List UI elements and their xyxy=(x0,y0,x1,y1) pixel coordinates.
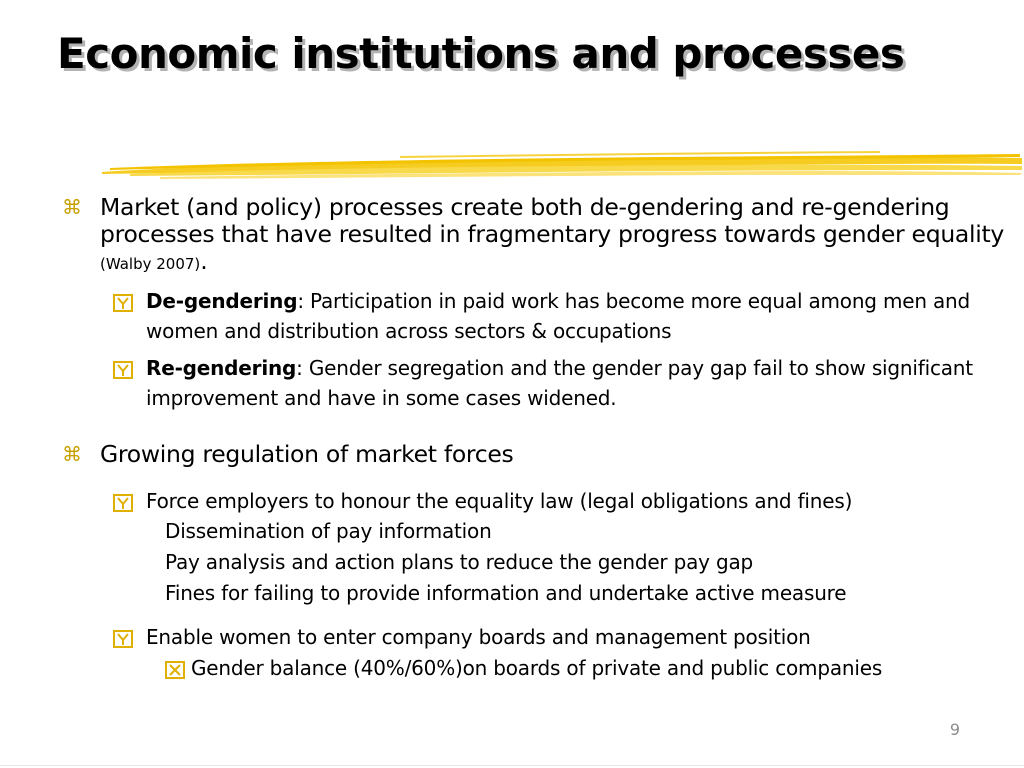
sub-bullet-text: Enable women to enter company boards and management position xyxy=(146,625,811,649)
sub-bullet-text: : Gender segregation and the gender pay gap fail to show significant improvement and have in some cases widened. xyxy=(146,356,973,410)
detail-line: Pay analysis and action plans to reduce the gender pay gap xyxy=(165,550,753,574)
page-number: 9 xyxy=(949,720,960,739)
title-underline-brushstroke xyxy=(100,150,1024,186)
sub-bullet-force-employers xyxy=(113,486,1018,516)
slide-title: Economic institutions and processes xyxy=(57,29,905,78)
term-de-gendering: De-gendering xyxy=(146,289,298,313)
detail-line: Fines for failing to provide information and undertake active measure xyxy=(165,581,847,605)
command-bullet-icon: ⌘ xyxy=(62,195,82,219)
checkbox-x-bullet-icon xyxy=(165,661,185,679)
sub-bullet-de-gendering xyxy=(113,286,1018,346)
sub-bullet-text: : Participation in paid work has become more equal among men and women and distribution across sectors & occupations xyxy=(146,289,971,343)
checkbox-y-bullet-icon xyxy=(113,494,133,512)
bullet-text: Market (and policy) processes create both de-gendering and re-gendering processes that have resulted in fragmentary progress towards gender equality xyxy=(100,193,1005,248)
checkbox-y-bullet-icon xyxy=(113,630,133,648)
bullet-market-processes xyxy=(62,194,1022,278)
bullet-market-regulation xyxy=(62,441,1022,468)
detail-line: Dissemination of pay information xyxy=(165,519,492,543)
term-re-gendering: Re-gendering xyxy=(146,356,297,380)
sub-bullet-re-gendering xyxy=(113,353,1018,413)
bullet-text: Growing regulation of market forces xyxy=(100,440,514,468)
sub-bullet-text: Force employers to honour the equality law (legal obligations and fines) xyxy=(146,489,853,513)
footer-divider xyxy=(0,765,1024,766)
bullet-end: . xyxy=(200,247,208,275)
checkbox-y-bullet-icon xyxy=(113,294,133,312)
sub-bullet-company-boards xyxy=(113,622,1018,652)
sub-sub-bullet-text: Gender balance (40%/60%)on boards of private and public companies xyxy=(191,656,883,680)
command-bullet-icon: ⌘ xyxy=(62,442,82,466)
citation: (Walby 2007) xyxy=(100,255,201,273)
checkbox-y-bullet-icon xyxy=(113,361,133,379)
sub-sub-bullet-gender-balance xyxy=(165,653,1020,683)
